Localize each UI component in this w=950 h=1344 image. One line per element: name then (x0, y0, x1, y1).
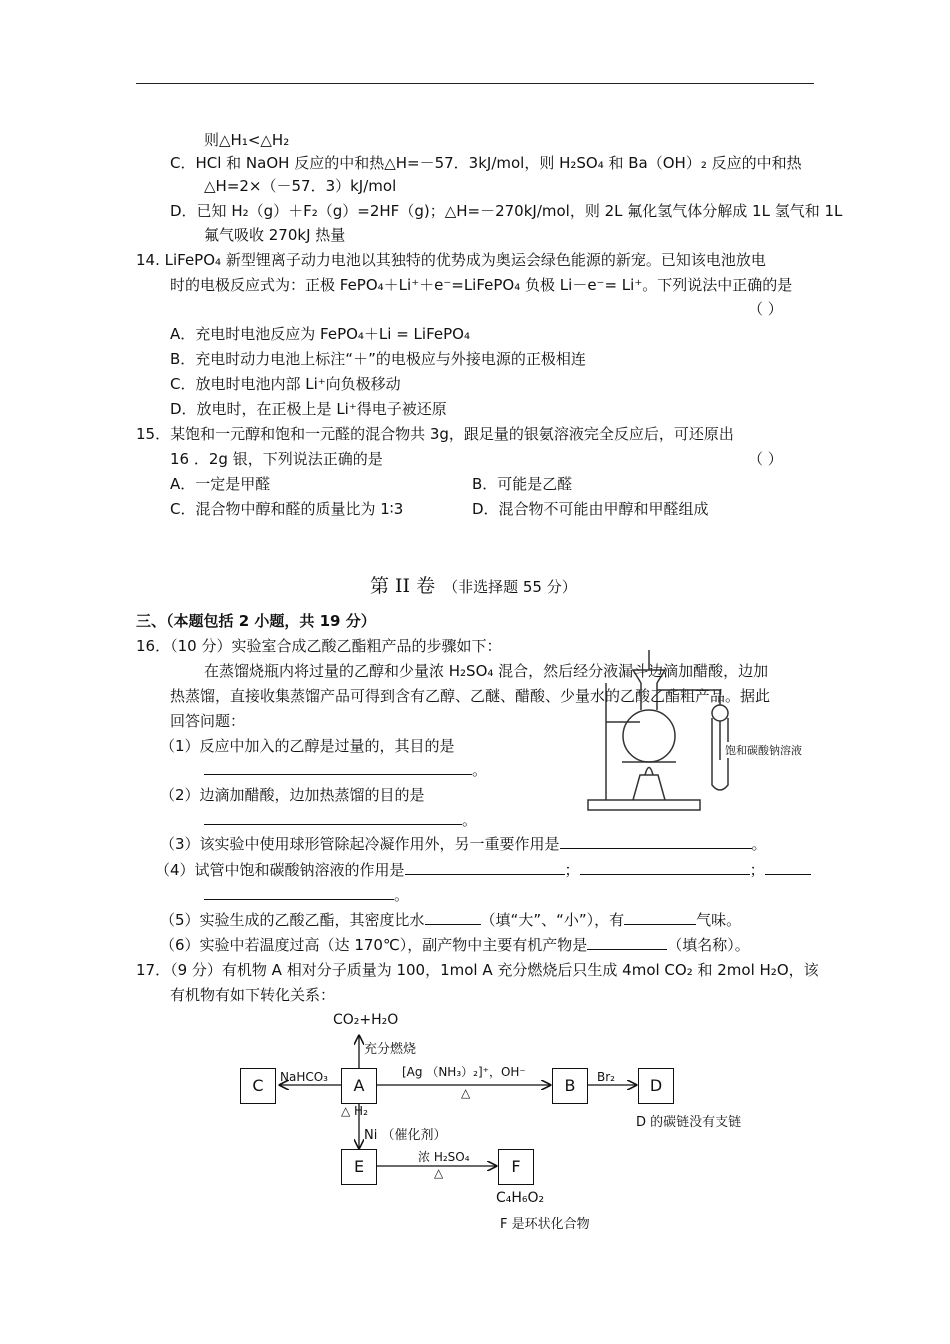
heat-label: △ (434, 1166, 444, 1180)
text-line: △H=2×（－57．3）kJ/mol (204, 177, 397, 195)
compound-b: B (552, 1068, 588, 1104)
text-line: 热蒸馏，直接收集蒸馏产品可得到含有乙醇、乙醚、醋酸、少量水的乙酸乙酯粗产品。据此 (170, 687, 771, 705)
option-b: B．可能是乙醛 (472, 475, 573, 493)
silver-ammonia-label: [Ag （NH₃）₂]⁺，OH⁻ (402, 1065, 526, 1079)
question-text: 气味。 (696, 911, 742, 929)
h2so4-label: 浓 H₂SO₄ (418, 1150, 470, 1164)
f-formula: C₄H₆O₂ (496, 1190, 545, 1206)
answer-paren: （ ） (748, 450, 783, 468)
compound-c: C (240, 1068, 276, 1104)
text-line: 有机物有如下转化关系： (170, 986, 336, 1004)
option-c: C．混合物中醇和醛的质量比为 1∶3 (170, 500, 404, 518)
f-note: F 是环状化合物 (500, 1217, 590, 1232)
option-a: A．一定是甲醛 (170, 475, 271, 493)
question-text: （填“大”、“小”），有 (480, 911, 625, 929)
compound-f: F (498, 1149, 534, 1185)
option-d: D．放电时，在正极上是 Li⁺得电子被还原 (170, 400, 447, 418)
text-line: 时的电极反应式为：正极 FePO₄＋Li⁺＋e⁻=LiFePO₄ 负极 Li－e⁻= Li⁺。下列说法中正确的是 (170, 276, 793, 294)
combustion-product: CO₂+H₂O (333, 1012, 399, 1028)
question-text: （3）该实验中使用球形管除起冷凝作用外，另一重要作用是 (160, 835, 560, 853)
heat-label: △ (461, 1086, 471, 1100)
compound-a: A (341, 1068, 377, 1104)
answer-line: 。 (204, 759, 487, 781)
question-text: （4）试管中饱和碳酸钠溶液的作用是 (155, 861, 405, 879)
answer-paren: （ ） (748, 300, 783, 318)
question-16-2: （2）边滴加醋酸，边加热蒸馏的目的是 (160, 786, 425, 804)
question-text: （填名称）。 (667, 936, 750, 954)
question-17: 17．（9 分）有机物 A 相对分子质量为 100，1mol A 充分燃烧后只生成 4mol CO₂ 和 2mol H₂O，该 (136, 961, 819, 979)
section-3-heading: 三、（本题包括 2 小题，共 19 分） (136, 612, 376, 630)
combustion-label: 充分燃烧 (364, 1042, 417, 1057)
d-note: D 的碳链没有支链 (636, 1115, 742, 1130)
text-line: 在蒸馏烧瓶内将过量的乙醇和少量浓 H₂SO₄ 混合，然后经分液漏斗边滴加醋酸，边加 (204, 662, 769, 680)
text-line: C．HCl 和 NaOH 反应的中和热△H=－57．3kJ/mol，则 H₂SO₄ 和 Ba（OH）₂ 反应的中和热 (170, 154, 802, 172)
option-b: B．充电时动力电池上标注“＋”的电极应与外接电源的正极相连 (170, 350, 586, 368)
question-15: 15．某饱和一元醇和饱和一元醛的混合物共 3g，跟足量的银氨溶液完全反应后，可还原出 (136, 425, 734, 443)
question-text: （5）实验生成的乙酸乙酯，其密度比水 (160, 911, 425, 929)
answer-line: 。 (204, 884, 409, 906)
tube-label: 饱和碳酸钠溶液 (725, 744, 802, 757)
question-16-4: （4）试管中饱和碳酸钠溶液的作用是 ； ； (155, 859, 811, 881)
part2-title-sub: （非选择题 55 分） (443, 578, 577, 596)
compound-d: D (638, 1068, 674, 1104)
text-line: 则△H₁<△H₂ (204, 131, 290, 149)
compound-e: E (341, 1149, 377, 1185)
question-16-3: （3）该实验中使用球形管除起冷凝作用外，另一重要作用是 。 (160, 835, 767, 853)
nahco3-label: NaHCO₃ (280, 1070, 328, 1084)
h2-label: △ H₂ (341, 1104, 368, 1118)
text-line: 16 ．2g 银，下列说法正确的是 (170, 450, 383, 468)
part2-title-main: 第 II 卷 (370, 575, 436, 597)
text-line: 氟气吸收 270kJ 热量 (204, 226, 346, 244)
question-14: 14. LiFePO₄ 新型锂离子动力电池以其独特的优势成为奥运会绿色能源的新宠。已知该电池放电 (136, 251, 766, 269)
answer-line: 。 (204, 809, 477, 831)
text-line: 回答问题： (170, 712, 246, 730)
option-d: D．混合物不可能由甲醇和甲醛组成 (472, 500, 709, 518)
option-a: A．充电时电池反应为 FePO₄＋Li = LiFePO₄ (170, 325, 470, 343)
ni-catalyst-label: Ni （催化剂） (364, 1128, 447, 1143)
question-16-1: （1）反应中加入的乙醇是过量的，其目的是 (160, 737, 455, 755)
br2-label: Br₂ (597, 1070, 615, 1084)
text-line: D．已知 H₂（g）＋F₂（g）=2HF（g)；△H=－270kJ/mol，则 2L 氟化氢气体分解成 1L 氢气和 1L (170, 202, 843, 220)
option-c: C．放电时电池内部 Li⁺向负极移动 (170, 375, 401, 393)
question-16: 16．（10 分）实验室合成乙酸乙酯粗产品的步骤如下： (136, 637, 502, 655)
question-text: （6）实验中若温度过高（达 170℃），副产物中主要有机产物是 (160, 936, 588, 954)
